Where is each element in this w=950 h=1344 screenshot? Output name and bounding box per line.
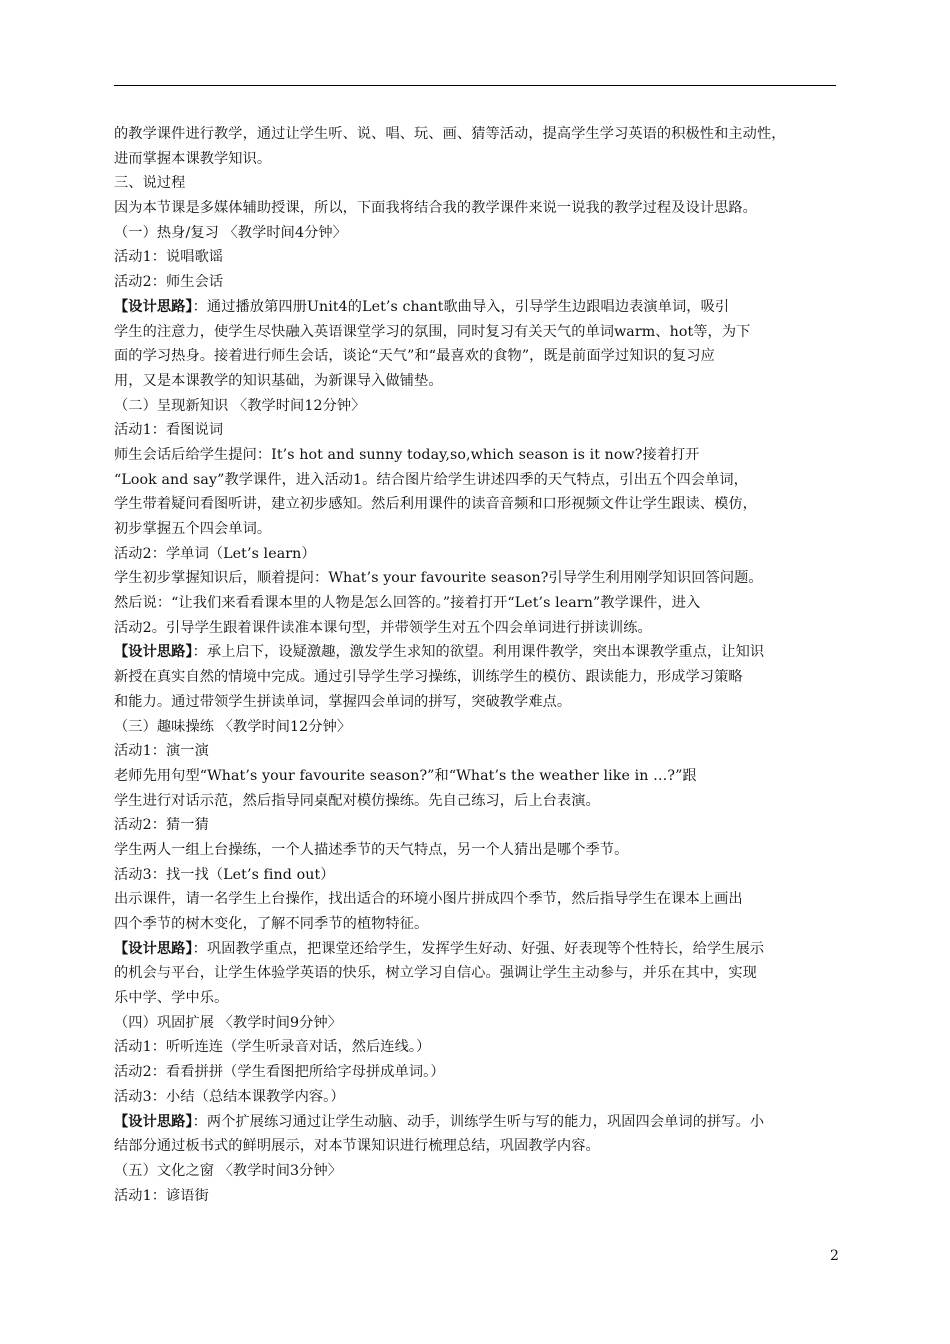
text-line: 进而掌握本课教学知识。	[114, 150, 272, 167]
text-line: 三、说过程	[114, 175, 186, 192]
text-line: 师生会话后给学生提问：It’s hot and sunny today,so,which season is it now?接着打开	[114, 446, 700, 463]
text-line: 老师先用句型“What’s your favourite season?”和“What’s the weather like in …?”跟	[114, 767, 697, 784]
text-line: 活动1：看图说词	[114, 422, 224, 439]
text-line: 学生带着疑问看图听讲，建立初步感知。然后利用课件的读音音频和口形视频文件让学生跟读、模仿，	[114, 496, 757, 513]
text-line: 结部分通过板书式的鲜明展示，对本节课知识进行梳理总结，巩固教学内容。	[114, 1138, 600, 1155]
text-line: 活动1：说唱歌谣	[114, 249, 224, 266]
text-line: （三）趣味操练 〈教学时间12分钟〉	[114, 718, 352, 735]
design-idea-label: 【设计思路】	[114, 940, 193, 957]
text-line	[114, 640, 846, 665]
text-line: 活动3：找一找（Let’s find out）	[114, 866, 335, 883]
body-text	[114, 122, 846, 1208]
text-line: 和能力。通过带领学生拼读单词，掌握四会单词的拼写，突破教学难点。	[114, 693, 572, 710]
text-line: 活动2：师生会话	[114, 274, 224, 291]
design-idea-label: 【设计思路】	[114, 298, 193, 315]
text-line: 因为本节课是多媒体辅助授课，所以，下面我将结合我的教学课件来说一说我的教学过程及设计思路。	[114, 200, 757, 217]
text-line: 的机会与平台，让学生体验学英语的快乐，树立学习自信心。强调让学生主动参与，并乐在其中，实现	[114, 965, 757, 982]
text-line: 活动1：听听连连（学生听录音对话，然后连线。）	[114, 1039, 431, 1056]
header-rule	[114, 85, 836, 86]
text-line: 学生的注意力，使学生尽快融入英语课堂学习的氛围，同时复习有关天气的单词warm、hot等，为下	[114, 323, 751, 340]
text-line	[114, 1110, 846, 1135]
text-line: 学生进行对话示范，然后指导同桌配对模仿操练。先自己练习，后上台表演。	[114, 792, 600, 809]
text-line: “Look and say”教学课件，进入活动1。结合图片给学生讲述四季的天气特点，引出五个四会单词，	[114, 471, 748, 488]
text-line: 面的学习热身。接着进行师生会话，谈论“天气”和“最喜欢的食物”，既是前面学过知识的复习应	[114, 348, 715, 365]
text-line: 用，又是本课教学的知识基础，为新课导入做铺垫。	[114, 372, 443, 389]
text-line: 初步掌握五个四会单词。	[114, 521, 272, 537]
text-line: （一）热身/复习 〈教学时间4分钟〉	[114, 224, 347, 241]
text-line: 四个季节的树木变化，了解不同季节的植物特征。	[114, 916, 429, 932]
text-line: 活动2。引导学生跟着课件读准本课句型，并带领学生对五个四会单词进行拼读训练。	[114, 619, 652, 636]
design-idea-label: 【设计思路】	[114, 1113, 193, 1130]
text-line: 乐中学、学中乐。	[114, 990, 229, 1007]
text-line: （二）呈现新知识 〈教学时间12分钟〉	[114, 397, 366, 414]
design-idea-text: ：承上启下，设疑激趣，激发学生求知的欲望。利用课件教学，突出本课教学重点，让知识	[192, 644, 765, 661]
design-idea-label: 【设计思路】	[114, 644, 193, 661]
text-line: 活动2：看看拼拼（学生看图把所给字母拼成单词。）	[114, 1064, 445, 1081]
text-line: 活动2：学单词（Let’s learn）	[114, 545, 316, 562]
page-number: 2	[830, 1248, 839, 1264]
text-line: （五）文化之窗 〈教学时间3分钟〉	[114, 1162, 343, 1179]
text-line: 活动3：小结（总结本课教学内容。）	[114, 1088, 345, 1105]
design-idea-text: ：两个扩展练习通过让学生动脑、动手，训练学生听与写的能力，巩固四会单词的拼写。小	[192, 1113, 765, 1130]
text-line: 出示课件，请一名学生上台操作，找出适合的环境小图片拼成四个季节，然后指导学生在课本上画出	[114, 891, 743, 908]
text-line: （四）巩固扩展 〈教学时间9分钟〉	[114, 1014, 343, 1031]
text-line	[114, 937, 846, 962]
text-line: 的教学课件进行教学，通过让学生听、说、唱、玩、画、猜等活动，提高学生学习英语的积极性和主动性，	[114, 126, 786, 142]
text-line: 然后说：“让我们来看看课本里的人物是怎么回答的。”接着打开“Let’s learn”教学课件，进入	[114, 595, 701, 612]
design-idea-text: ：巩固教学重点，把课堂还给学生，发挥学生好动、好强、好表现等个性特长，给学生展示	[192, 940, 765, 957]
text-line	[114, 295, 846, 320]
text-line: 学生初步掌握知识后，顺着提问：What’s your favourite season?引导学生利用刚学知识回答问题。	[114, 570, 763, 587]
text-line: 活动1：演一演	[114, 743, 209, 760]
text-line: 学生两人一组上台操练，一个人描述季节的天气特点，另一个人猜出是哪个季节。	[114, 841, 629, 858]
design-idea-text: ：通过播放第四册Unit4的Let’s chant歌曲导入，引导学生边跟唱边表演单词，吸引	[192, 298, 730, 315]
text-line: 活动2：猜一猜	[114, 817, 209, 834]
text-line: 新授在真实自然的情境中完成。通过引导学生学习操练，训练学生的模仿、跟读能力，形成学习策略	[114, 669, 743, 686]
text-line: 活动1：谚语街	[114, 1187, 209, 1204]
